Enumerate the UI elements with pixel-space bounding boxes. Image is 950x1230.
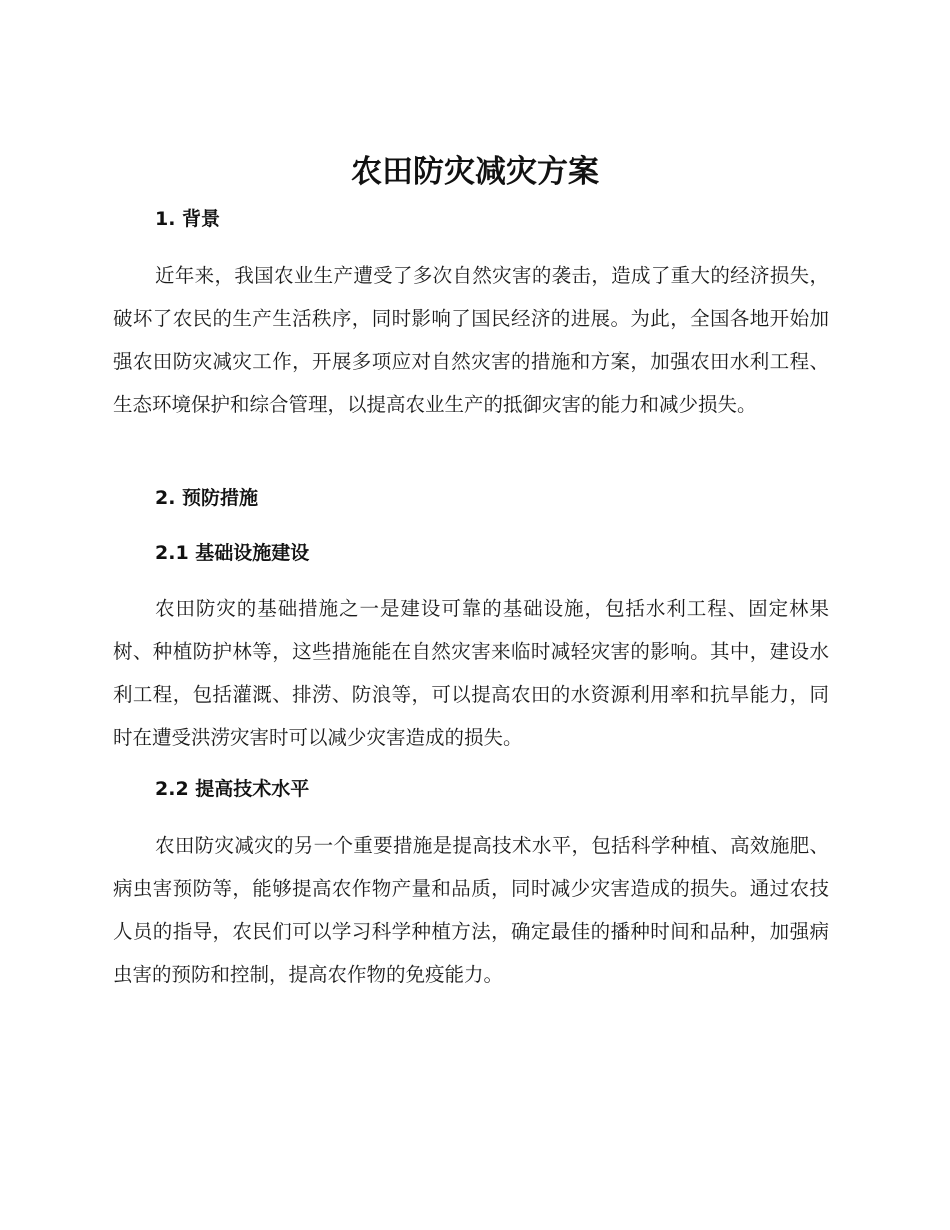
section-heading-infrastructure: 2.1 基础设施建设 bbox=[155, 542, 310, 564]
section-paragraph-technology: 农田防灾减灾的另一个重要措施是提高技术水平，包括科学种植、高效施肥、病虫害预防等，能够提高农作物产量和品质，同时减少灾害造成的损失。通过农技人员的指导，农民们可以学习科学种植方法，确定最佳的播种时间和品种，加强病虫害的预防和控制，提高农作物的免疫能力。 bbox=[113, 834, 829, 986]
section-heading-prevention: 2. 预防措施 bbox=[155, 487, 259, 509]
section-paragraph-infrastructure: 农田防灾的基础措施之一是建设可靠的基础设施，包括水利工程、固定林果树、种植防护林等，这些措施能在自然灾害来临时减轻灾害的影响。其中，建设水利工程，包括灌溉、排涝、防浪等，可以提高农田的水资源利用率和抗旱能力，同时在遭受洪涝灾害时可以减少灾害造成的损失。 bbox=[113, 597, 829, 749]
section-heading-background: 1. 背景 bbox=[155, 208, 221, 230]
document-title: 农田防灾减灾方案 bbox=[351, 154, 599, 190]
section-heading-technology: 2.2 提高技术水平 bbox=[155, 778, 310, 800]
section-paragraph-background: 近年来，我国农业生产遭受了多次自然灾害的袭击，造成了重大的经济损失，破坏了农民的生产生活秩序，同时影响了国民经济的进展。为此，全国各地开始加强农田防灾减灾工作，开展多项应对自然灾害的措施和方案，加强农田水利工程、生态环境保护和综合管理，以提高农业生产的抵御灾害的能力和减少损失。 bbox=[113, 264, 829, 416]
